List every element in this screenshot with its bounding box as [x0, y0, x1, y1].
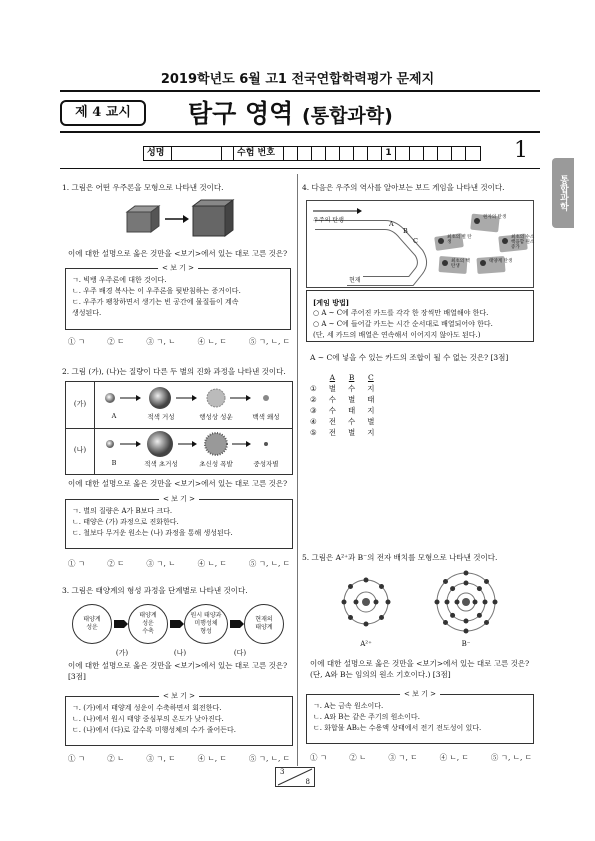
q5-choice-3[interactable]: ③ ㄱ, ㄷ [388, 753, 418, 762]
q4-cell: 별 [367, 417, 375, 426]
exam-no-digit: 1 [382, 147, 396, 160]
q3-choice-4[interactable]: ④ ㄴ, ㄷ [197, 754, 227, 763]
q4-rule: (단, 세 카드의 배열은 연속해서 이어지지 않아도 된다.) [313, 331, 481, 339]
subject-name: 탐구 영역 [188, 99, 294, 128]
q2-choice-4[interactable]: ④ ㄴ, ㄷ [197, 559, 227, 568]
info-rule [60, 168, 540, 169]
header-rule [60, 90, 540, 92]
q5-electron-figure [320, 570, 520, 636]
q4-cell: 별 [347, 395, 356, 404]
q4-cell: 지 [367, 406, 375, 415]
q3-stage-2: 태양계 성운 수축 [128, 604, 168, 644]
q2-bogi-box [65, 495, 293, 549]
q1-cosmology-figure [125, 198, 235, 240]
q2-a-stage: A [111, 412, 117, 420]
q4-ask: A ~ C에 넣을 수 있는 카드의 조합이 될 수 없는 것은? [3점] [310, 353, 509, 362]
q5-choice-2[interactable]: ② ㄴ [349, 753, 367, 762]
q4-cell: 수 [347, 384, 356, 393]
q2-choices [68, 558, 290, 569]
q2-row-a-label: (가) [73, 400, 87, 408]
q2-stem: 2. 그림 (가), (나)는 질량이 다른 두 별의 진화 과정을 나타낸 것이다. [62, 367, 286, 376]
q4-th [304, 372, 323, 383]
q4-cell: 수 [347, 417, 356, 426]
q1-choice-5[interactable]: ⑤ ㄱ, ㄴ, ㄷ [248, 337, 290, 346]
q4-slot-b: B [403, 227, 408, 235]
q4-card: 최초의 핵 탄생 [451, 259, 470, 269]
q1-bogi-title: < 보 기 > [158, 263, 198, 274]
q3-choice-3[interactable]: ③ ㄱ, ㄷ [146, 754, 176, 763]
exam-no-box[interactable] [438, 147, 452, 160]
q3-item: ㄴ. (나)에서 원시 태양 중심부의 온도가 낮아진다. [72, 715, 224, 723]
exam-no-box[interactable] [466, 147, 480, 160]
page-counter [275, 767, 315, 787]
exam-no-box[interactable] [340, 147, 354, 160]
q1-choice-4[interactable]: ④ ㄴ, ㄷ [197, 337, 227, 346]
q4-cell: 전 [328, 417, 336, 426]
q2-b-stage: 적색 초거성 [144, 460, 178, 468]
exam-no-box[interactable] [326, 147, 340, 160]
q2-row-a-svg [96, 384, 292, 428]
q4-answer-table [304, 372, 380, 438]
q5-choices [310, 752, 532, 763]
q4-cell: 별 [347, 428, 356, 437]
subject-rule [60, 131, 540, 133]
q4-cell: 태 [347, 406, 356, 415]
q2-choice-1[interactable]: ① ㄱ [68, 559, 86, 568]
q1-choices [68, 336, 290, 347]
q5-bogi-box [306, 690, 534, 744]
q1-choice-3[interactable]: ③ ㄱ, ㄴ [146, 337, 176, 346]
q4-cell: 수 [328, 395, 336, 404]
q1-choice-1[interactable]: ① ㄱ [68, 337, 86, 346]
q5-ion-a-label: A²⁺ [360, 640, 372, 648]
q4-th: A [329, 373, 336, 382]
q1-bogi-box [65, 264, 291, 330]
q4-board-figure [306, 200, 534, 288]
q3-item: ㄱ. (가)에서 태양계 성운이 수축하면서 회전한다. [72, 704, 222, 712]
q3-stage-4: 현재의 태양계 [244, 604, 284, 644]
name-label: 성명 [144, 147, 172, 160]
exam-no-box[interactable] [368, 147, 382, 160]
exam-no-box[interactable] [396, 147, 410, 160]
exam-no-box[interactable] [410, 147, 424, 160]
q5-choice-5[interactable]: ⑤ ㄱ, ㄴ, ㄷ [490, 753, 532, 762]
q4-rules-title: [게임 방법] [313, 298, 350, 307]
q5-ion-b-label: B⁻ [461, 640, 471, 648]
q4-table-row[interactable] [304, 416, 380, 427]
q2-b-stage: 초신성 폭발 [199, 460, 233, 468]
subject-sub: (통합과학) [302, 105, 393, 127]
q1-item: ㄱ. 빅뱅 우주론에 대한 것이다. [72, 276, 167, 284]
q4-card: 원자의 탄생 [483, 215, 507, 220]
q2-item: ㄷ. 철보다 무거운 원소는 (나) 과정을 통해 생성된다. [72, 529, 233, 537]
q2-choice-3[interactable]: ③ ㄱ, ㄴ [146, 559, 176, 568]
q5-item: ㄱ. A는 금속 원소이다. [313, 702, 384, 710]
q1-ask: 이에 대한 설명으로 옳은 것만을 <보기>에서 있는 대로 고른 것은? [68, 249, 288, 258]
period-badge: 제 4 교시 [60, 100, 146, 126]
q4-table-row[interactable] [304, 427, 380, 438]
exam-no-box[interactable] [298, 147, 312, 160]
q2-row-b-label: (나) [73, 446, 87, 454]
q2-label-divider [94, 382, 95, 474]
q2-a-stage: 행성상 성운 [199, 413, 233, 421]
q1-choice-2[interactable]: ② ㄷ [107, 337, 125, 346]
q4-cell: ① [310, 384, 317, 393]
q5-bogi-title: < 보 기 > [400, 689, 440, 700]
q4-cell: ② [310, 395, 317, 404]
q3-stage-1: 태양계 성운 [72, 604, 112, 644]
q3-arrows [112, 618, 288, 630]
q4-table-row[interactable] [304, 383, 380, 394]
q3-choice-5[interactable]: ⑤ ㄱ, ㄴ, ㄷ [248, 754, 290, 763]
q4-card: 태양계 탄생 [489, 259, 513, 264]
q4-cell: 전 [328, 428, 336, 437]
page-current: 3 [280, 768, 285, 776]
q5-stem: 5. 그림은 A²⁺과 B⁻의 전자 배치를 모형으로 나타낸 것이다. [302, 553, 498, 562]
q1-item: 생성된다. [72, 309, 102, 317]
q3-stem: 3. 그림은 태양계의 형성 과정을 단계별로 나타낸 것이다. [62, 586, 248, 595]
q4-card: 최초의 수소 핵융합 원소 증가 [511, 235, 535, 250]
exam-header-title: 2019학년도 6월 고1 전국연합학력평가 문제지 [160, 72, 435, 87]
q4-stem: 4. 다음은 우주의 역사를 알아보는 보드 게임을 나타낸 것이다. [302, 183, 505, 192]
exam-no-box[interactable] [424, 147, 438, 160]
q4-slot-a: A [389, 220, 394, 228]
q2-evolution-figure [65, 381, 293, 475]
q4-cell: 지 [367, 384, 375, 393]
q3-item: ㄷ. (나)에서 (다)로 갈수록 미행성체의 수가 줄어든다. [72, 726, 236, 734]
q3-label-c: (다) [233, 649, 247, 657]
q3-stage-3: 원시 태양과 미행성체 형성 [184, 604, 228, 644]
name-field[interactable] [172, 147, 222, 160]
q5-item: ㄷ. 화합물 AB₂는 수용액 상태에서 전기 전도성이 있다. [313, 724, 482, 732]
q4-slot-c: C [413, 237, 418, 245]
q4-cell: 수 [328, 406, 336, 415]
q4-th: B [348, 373, 355, 382]
exam-no-box[interactable] [312, 147, 326, 160]
q2-bogi-title: < 보 기 > [159, 494, 199, 505]
page-total: 8 [305, 778, 310, 786]
q4-board-start: 우주의 탄생 [313, 217, 344, 224]
q5-ask: 이에 대한 설명으로 옳은 것만을 <보기>에서 있는 대로 고른 것은? (단, A와 B는 임의의 원소 기호이다.) [3점] [310, 659, 530, 679]
q2-choice-2[interactable]: ② ㄷ [107, 559, 125, 568]
q1-item: ㄷ. 우주가 팽창하면서 생기는 빈 공간에 물질들이 계속 [72, 298, 239, 306]
q5-choice-1[interactable]: ① ㄱ [310, 753, 328, 762]
q4-rules-box [306, 290, 534, 342]
q4-board-end: 현재 [349, 277, 361, 284]
q3-bogi-box [65, 692, 293, 746]
exam-no-label: 수험 번호 [234, 147, 284, 160]
exam-no-box[interactable] [452, 147, 466, 160]
q4-cell: ⑤ [310, 428, 317, 437]
q1-item: ㄴ. 우주 배경 복사는 이 우주론을 뒷받침하는 증거이다. [72, 287, 241, 295]
q2-choice-5[interactable]: ⑤ ㄱ, ㄴ, ㄷ [248, 559, 290, 568]
q2-a-stage: 백색 왜성 [252, 413, 280, 421]
q4-card: 최초의 별 탄생 [447, 235, 472, 245]
q4-rule: ○ A ~ C에 들어갈 카드는 시간 순서대로 배열되어야 한다. [313, 320, 493, 328]
q4-rule: ○ A ~ C에 주어진 카드를 각각 한 장씩만 배열해야 한다. [313, 309, 489, 317]
q5-item: ㄴ. A와 B는 같은 주기의 원소이다. [313, 713, 420, 721]
q3-ask: 이에 대한 설명으로 옳은 것만을 <보기>에서 있는 대로 고른 것은? [3점] [68, 661, 288, 681]
spacer [222, 147, 234, 160]
q2-b-stage: 중성자별 [253, 460, 279, 468]
q4-table-row[interactable] [304, 394, 380, 405]
q4-cell: ③ [310, 406, 317, 415]
q4-cell: 지 [367, 428, 375, 437]
page-number: 1 [514, 138, 528, 163]
q4-cell: 별 [328, 384, 336, 393]
exam-no-box[interactable] [354, 147, 368, 160]
q3-label-b: (나) [173, 649, 187, 657]
q2-item: ㄱ. 별의 질량은 A가 B보다 크다. [72, 507, 173, 515]
q3-choice-1[interactable]: ① ㄱ [68, 754, 86, 763]
q2-b-stage: B [111, 459, 117, 467]
exam-no-box[interactable] [284, 147, 298, 160]
q4-table-row[interactable] [304, 405, 380, 416]
q4-cell: ④ [310, 417, 317, 426]
q4-table-head [304, 372, 380, 383]
q2-item: ㄴ. 태양은 (가) 과정으로 진화한다. [72, 518, 179, 526]
column-divider [297, 174, 298, 766]
subject-title [188, 94, 393, 130]
q4-cell: 태 [367, 395, 375, 404]
subject-side-tab: 통합과학 [552, 158, 574, 228]
q2-row-divider [66, 428, 292, 429]
q5-choice-4[interactable]: ④ ㄴ, ㄷ [439, 753, 469, 762]
candidate-info-row [143, 146, 481, 161]
q2-ask: 이에 대한 설명으로 옳은 것만을 <보기>에서 있는 대로 고른 것은? [68, 479, 288, 488]
q4-th: C [367, 373, 374, 382]
q2-a-stage: 적색 거성 [147, 413, 175, 421]
q3-choices [68, 753, 290, 764]
q3-label-a: (가) [115, 649, 129, 657]
q3-bogi-title: < 보 기 > [159, 691, 199, 702]
q3-choice-2[interactable]: ② ㄴ [107, 754, 125, 763]
q1-stem: 1. 그림은 어떤 우주론을 모형으로 나타낸 것이다. [62, 183, 224, 192]
